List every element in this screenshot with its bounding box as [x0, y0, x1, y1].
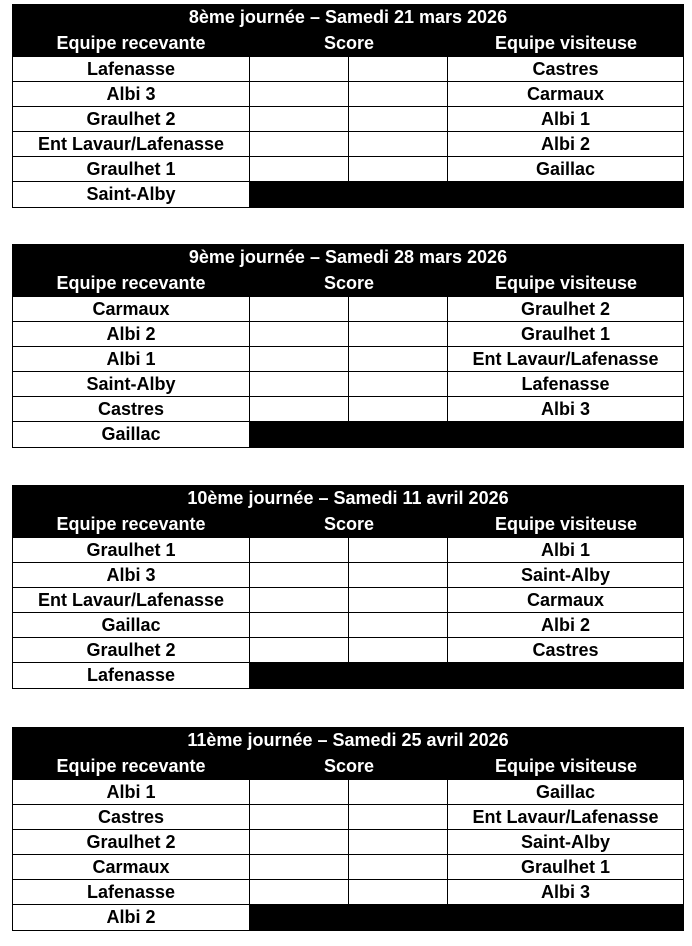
score-header: Score — [323, 33, 375, 53]
match-row — [12, 538, 684, 563]
away-score-cell[interactable] — [349, 613, 448, 638]
home-team: Castres — [12, 397, 250, 422]
away-score-cell[interactable] — [349, 157, 448, 182]
home-team: Ent Lavaur/Lafenasse — [12, 588, 250, 613]
bye-team: Lafenasse — [12, 663, 250, 689]
home-score-cell[interactable] — [250, 805, 349, 830]
home-team-header: Equipe recevante — [56, 514, 206, 534]
home-score-cell[interactable] — [250, 82, 349, 107]
away-score-cell[interactable] — [349, 830, 448, 855]
bye-team: Saint-Alby — [12, 182, 250, 208]
bye-filler — [250, 182, 684, 208]
home-team: Graulhet 2 — [12, 638, 250, 663]
away-score-cell[interactable] — [349, 322, 448, 347]
score-header: Score — [323, 273, 375, 293]
away-team-header: Equipe visiteuse — [494, 33, 638, 53]
home-team-header: Equipe recevante — [56, 33, 206, 53]
home-team: Graulhet 1 — [12, 538, 250, 563]
bye-row — [12, 663, 684, 689]
match-row — [12, 297, 684, 322]
away-team: Saint-Alby — [448, 563, 684, 588]
away-score-cell[interactable] — [349, 132, 448, 157]
away-score-cell[interactable] — [349, 347, 448, 372]
bye-row — [12, 422, 684, 448]
away-team: Gaillac — [448, 157, 684, 182]
home-team-header: Equipe recevante — [56, 756, 206, 776]
home-team: Graulhet 2 — [12, 830, 250, 855]
away-team-header: Equipe visiteuse — [494, 514, 638, 534]
home-team: Lafenasse — [12, 880, 250, 905]
match-row — [12, 347, 684, 372]
bye-team: Albi 2 — [12, 905, 250, 931]
column-header-row — [12, 269, 684, 297]
bye-row — [12, 182, 684, 208]
away-team-header: Equipe visiteuse — [494, 273, 638, 293]
home-team: Graulhet 1 — [12, 157, 250, 182]
home-team: Saint-Alby — [12, 372, 250, 397]
away-team: Saint-Alby — [448, 830, 684, 855]
away-score-cell[interactable] — [349, 588, 448, 613]
home-score-cell[interactable] — [250, 538, 349, 563]
away-team: Gaillac — [448, 780, 684, 805]
round-title: 8ème journée – Samedi 21 mars 2026 — [12, 4, 684, 29]
match-row — [12, 855, 684, 880]
away-score-cell[interactable] — [349, 372, 448, 397]
away-score-cell[interactable] — [349, 638, 448, 663]
match-row — [12, 588, 684, 613]
bye-filler — [250, 422, 684, 448]
away-score-cell[interactable] — [349, 880, 448, 905]
bye-filler — [250, 905, 684, 931]
home-score-cell[interactable] — [250, 397, 349, 422]
match-row — [12, 830, 684, 855]
round-table — [12, 4, 684, 208]
match-row — [12, 805, 684, 830]
away-score-cell[interactable] — [349, 107, 448, 132]
away-team: Albi 2 — [448, 132, 684, 157]
match-row — [12, 157, 684, 182]
bye-team: Gaillac — [12, 422, 250, 448]
home-score-cell[interactable] — [250, 613, 349, 638]
away-score-cell[interactable] — [349, 780, 448, 805]
away-team: Lafenasse — [448, 372, 684, 397]
away-team: Carmaux — [448, 82, 684, 107]
match-row — [12, 57, 684, 82]
away-team-header: Equipe visiteuse — [494, 756, 638, 776]
match-row — [12, 780, 684, 805]
away-team: Graulhet 1 — [448, 855, 684, 880]
away-score-cell[interactable] — [349, 805, 448, 830]
away-score-cell[interactable] — [349, 538, 448, 563]
bye-row — [12, 905, 684, 931]
away-team: Castres — [448, 638, 684, 663]
score-header: Score — [323, 756, 375, 776]
home-team: Graulhet 2 — [12, 107, 250, 132]
column-header-row — [12, 29, 684, 57]
home-score-cell[interactable] — [250, 132, 349, 157]
column-header-row — [12, 752, 684, 780]
match-row — [12, 397, 684, 422]
away-score-cell[interactable] — [349, 57, 448, 82]
match-row — [12, 880, 684, 905]
home-score-cell[interactable] — [250, 322, 349, 347]
home-score-cell[interactable] — [250, 57, 349, 82]
bye-filler — [250, 663, 684, 689]
away-team: Albi 2 — [448, 613, 684, 638]
match-row — [12, 322, 684, 347]
away-team: Albi 3 — [448, 397, 684, 422]
home-team: Albi 1 — [12, 780, 250, 805]
away-score-cell[interactable] — [349, 563, 448, 588]
home-team: Albi 2 — [12, 322, 250, 347]
round-title: 11ème journée – Samedi 25 avril 2026 — [12, 727, 684, 752]
home-team: Albi 3 — [12, 82, 250, 107]
away-team: Albi 1 — [448, 538, 684, 563]
match-row — [12, 613, 684, 638]
round-table — [12, 727, 684, 931]
match-row — [12, 563, 684, 588]
away-team: Albi 1 — [448, 107, 684, 132]
round-table — [12, 485, 684, 689]
away-score-cell[interactable] — [349, 855, 448, 880]
away-team: Castres — [448, 57, 684, 82]
away-team: Ent Lavaur/Lafenasse — [448, 805, 684, 830]
home-score-cell[interactable] — [250, 157, 349, 182]
round-title: 9ème journée – Samedi 28 mars 2026 — [12, 244, 684, 269]
away-team: Carmaux — [448, 588, 684, 613]
score-header: Score — [323, 514, 375, 534]
home-team: Castres — [12, 805, 250, 830]
home-team: Ent Lavaur/Lafenasse — [12, 132, 250, 157]
away-score-cell[interactable] — [349, 82, 448, 107]
column-header-row — [12, 510, 684, 538]
round-title: 10ème journée – Samedi 11 avril 2026 — [12, 485, 684, 510]
away-team: Graulhet 1 — [448, 322, 684, 347]
away-score-cell[interactable] — [349, 297, 448, 322]
home-score-cell[interactable] — [250, 830, 349, 855]
home-team: Gaillac — [12, 613, 250, 638]
away-team: Ent Lavaur/Lafenasse — [448, 347, 684, 372]
match-row — [12, 107, 684, 132]
home-score-cell[interactable] — [250, 855, 349, 880]
match-row — [12, 638, 684, 663]
home-score-cell[interactable] — [250, 107, 349, 132]
home-team: Albi 1 — [12, 347, 250, 372]
home-score-cell[interactable] — [250, 563, 349, 588]
match-row — [12, 372, 684, 397]
home-score-cell[interactable] — [250, 372, 349, 397]
home-team-header: Equipe recevante — [56, 273, 206, 293]
home-team: Carmaux — [12, 297, 250, 322]
away-team: Graulhet 2 — [448, 297, 684, 322]
home-team: Lafenasse — [12, 57, 250, 82]
away-score-cell[interactable] — [349, 397, 448, 422]
home-score-cell[interactable] — [250, 880, 349, 905]
match-row — [12, 82, 684, 107]
home-score-cell[interactable] — [250, 638, 349, 663]
home-team: Carmaux — [12, 855, 250, 880]
home-team: Albi 3 — [12, 563, 250, 588]
home-score-cell[interactable] — [250, 588, 349, 613]
round-table — [12, 244, 684, 448]
home-score-cell[interactable] — [250, 297, 349, 322]
away-team: Albi 3 — [448, 880, 684, 905]
home-score-cell[interactable] — [250, 780, 349, 805]
home-score-cell[interactable] — [250, 347, 349, 372]
match-row — [12, 132, 684, 157]
